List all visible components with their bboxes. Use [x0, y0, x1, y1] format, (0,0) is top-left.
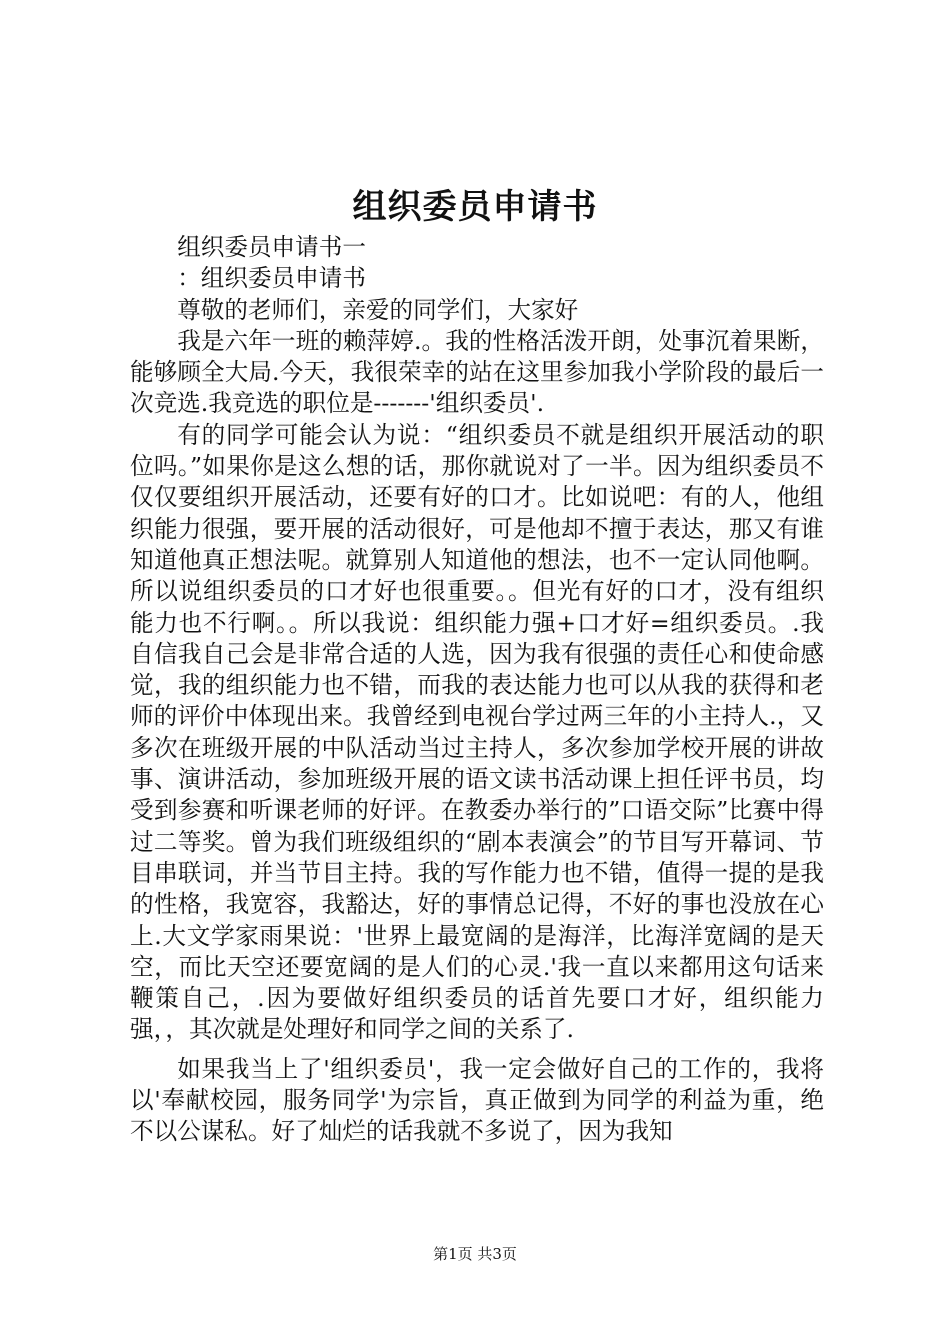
page-number-footer: 第1页 共3页: [433, 1245, 517, 1263]
paragraph-main-argument: 有的同学可能会认为说：“组织委员不就是组织开展活动的职位吗。”如果你是这么想的话，那你就说对了一半。因为组织委员不仅仅要组织开展活动，还要有好的口才。比如说吧：有的人，他组织能力很强，要开展的活动很好，可是他却不擅于表达，那又有谁知道他真正想法呢。就算别人知道他的想法，也不一定认同他啊。所以说组织委员的口才好也很重要。。但光有好的口才，没有组织能力也不行啊。。所以我说：组织能力强+口才好=组织委员。.我自信我自己会是非常合适的人选，因为我有很强的责任心和使命感觉，我的组织能力也不错，而我的表达能力也可以从我的获得和老师的评价中体现出来。我曾经到电视台学过两三年的小主持人.，又多次在班级开展的中队活动当过主持人，多次参加学校开展的讲故事、演讲活动，参加班级开展的语文读书活动课上担任评书员，均受到参赛和听课老师的好评。在教委办举行的”口语交际”比赛中得过二等奖。曾为我们班级组织的“剧本表演会”的节目写开幕词、节目串联词，并当节目主持。我的写作能力也不错，值得一提的是我的性格，我宽容，我豁达，好的事情总记得，不好的事也没放在心上.大文学家雨果说：'世界上最宽阔的是海洋，比海洋宽阔的是天空，而比天空还要宽阔的是人们的心灵.'我一直以来都用这句话来鞭策自己，.因为要做好组织委员的话首先要口才好，组织能力强，，其次就是处理好和同学之间的关系了.: [130, 420, 824, 1044]
paragraph-heading-one: 组织委员申请书一: [177, 233, 366, 261]
paragraph-promise: 如果我当上了'组织委员'，我一定会做好自己的工作的，我将以'奉献校园，服务同学'为宗旨，真正做到为同学的利益为重，绝不以公谋私。好了灿烂的话我就不多说了，因为我知: [130, 1054, 824, 1146]
paragraph-greeting: 尊敬的老师们，亲爱的同学们，大家好: [177, 295, 579, 324]
paragraph-subheading: ：组织委员申请书: [177, 264, 366, 293]
document-title: 组织委员申请书: [352, 187, 598, 227]
paragraph-introduction: 我是六年一班的赖萍婷.。我的性格活泼开朗，处事沉着果断，能够顾全大局.今天，我很荣幸的站在这里参加我小学阶段的最后一次竞选.我竞选的职位是-------'组织委员'.: [130, 326, 824, 418]
document-body: [130, 232, 824, 1148]
